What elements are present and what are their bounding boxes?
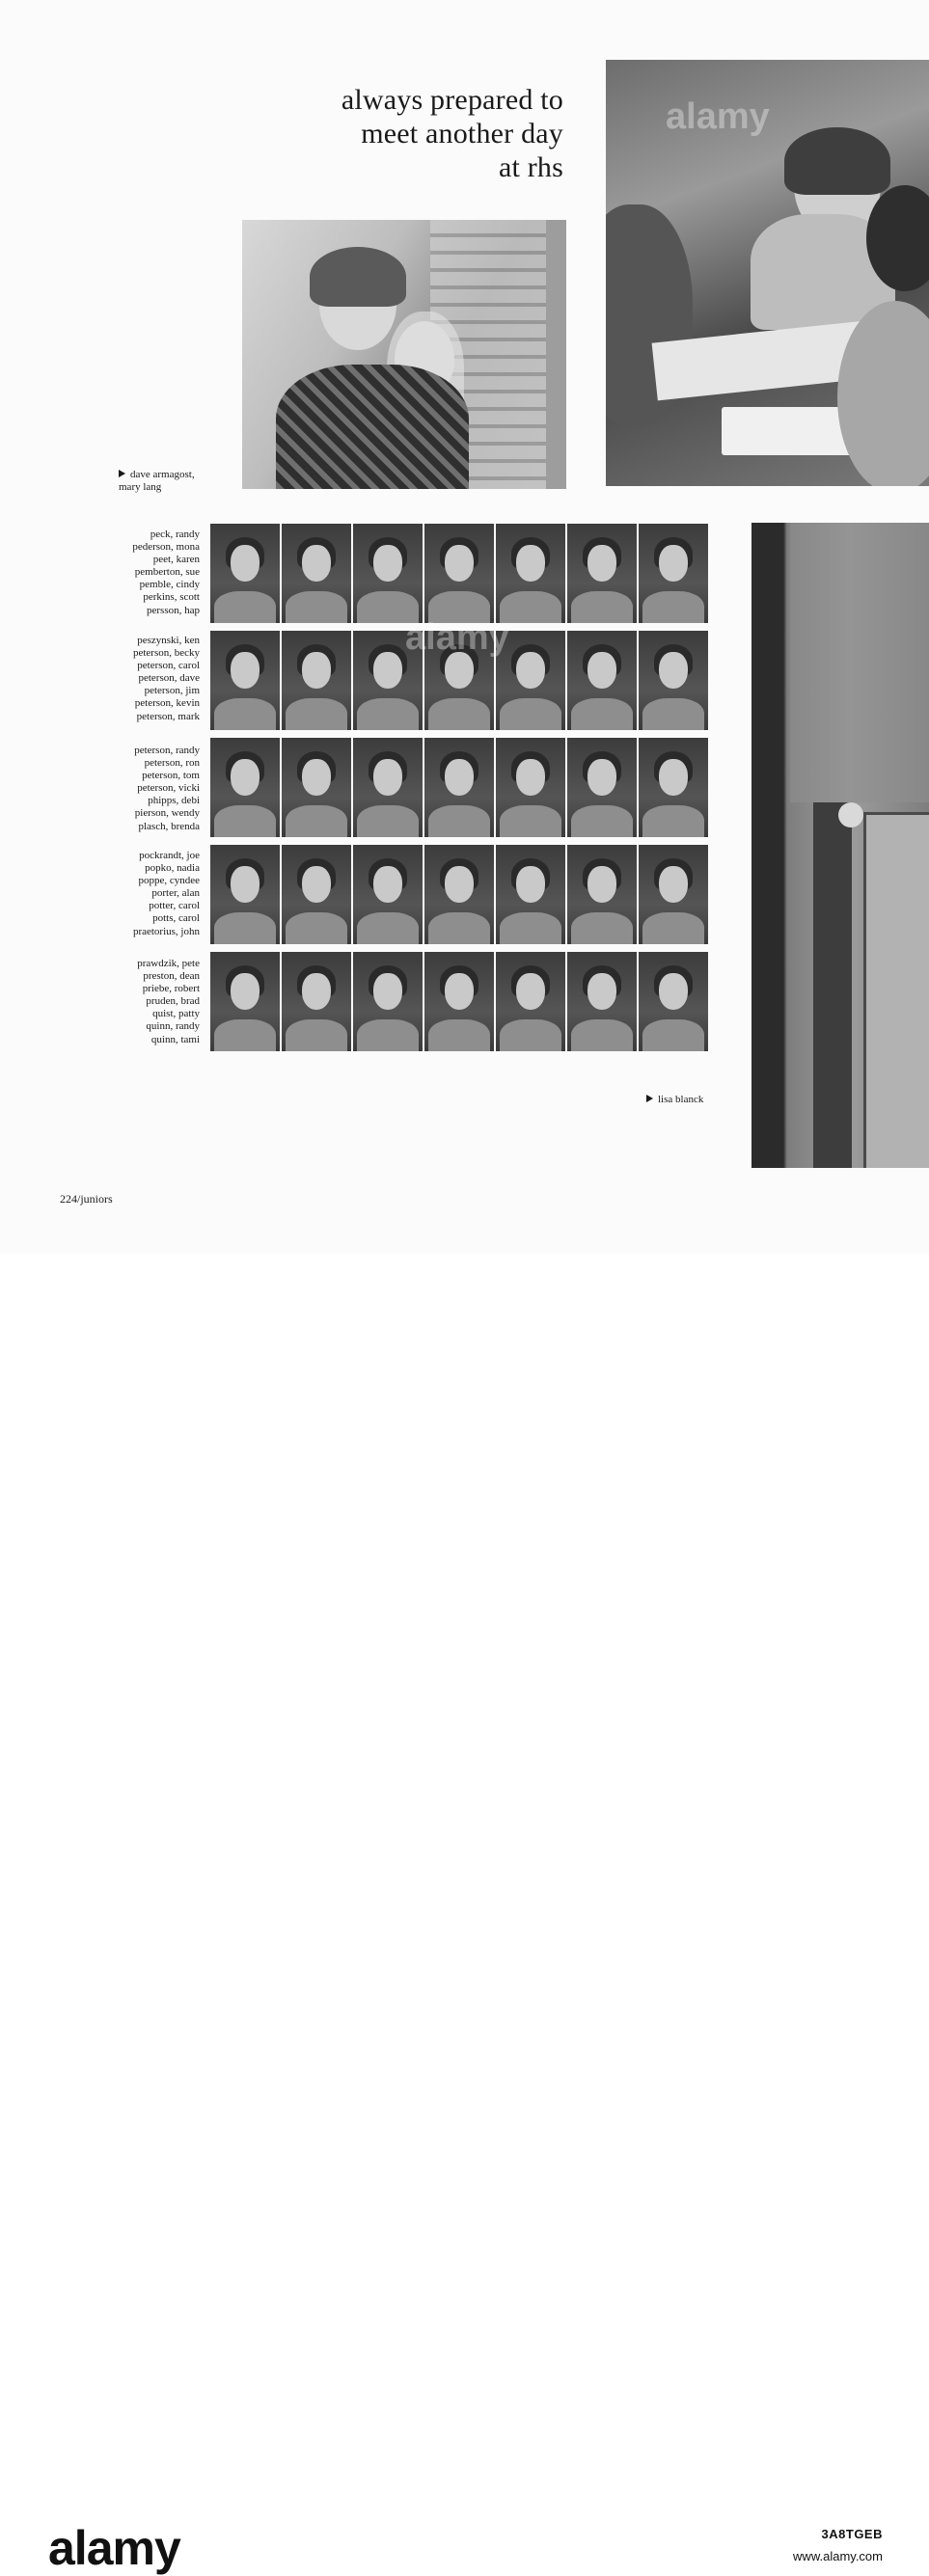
student-name: pruden, brad: [146, 995, 200, 1008]
watermark-overlay: alamy: [666, 96, 770, 137]
student-name: pemberton, sue: [134, 566, 200, 579]
student-name: preston, dean: [143, 970, 200, 983]
triangle-pointer-icon: [646, 1095, 653, 1102]
student-portrait: [282, 631, 351, 730]
student-name: quist, patty: [152, 1008, 200, 1020]
alamy-logo: alamy: [48, 2521, 180, 2575]
student-portrait: [210, 845, 280, 944]
student-portrait: [210, 952, 280, 1051]
student-portrait: [567, 524, 637, 623]
image-id: 3A8TGEB: [821, 2527, 883, 2541]
page-title: [241, 83, 563, 184]
student-name: pierson, wendy: [134, 807, 200, 820]
student-name: peterson, randy: [134, 745, 200, 756]
student-name: peterson, mark: [136, 710, 200, 722]
name-list-row-2: [58, 635, 200, 723]
watermark-info: [793, 2527, 883, 2563]
page-number: 224/juniors: [60, 1192, 113, 1206]
student-name: phipps, debi: [148, 795, 200, 807]
student-portrait: [210, 631, 280, 730]
student-portrait: [567, 738, 637, 837]
title-line-3: at rhs: [498, 151, 563, 183]
title-line-2: meet another day: [361, 118, 563, 149]
student-name: quinn, tami: [150, 1033, 200, 1045]
student-name: peterson, jim: [144, 685, 200, 697]
student-name: pederson, mona: [132, 541, 200, 554]
student-portrait: [567, 952, 637, 1051]
student-portrait: [424, 845, 494, 944]
student-name: peterson, vicki: [137, 782, 200, 795]
student-name: praetorius, john: [132, 925, 200, 937]
student-portrait: [210, 738, 280, 837]
student-portrait: [639, 631, 708, 730]
student-name: porter, alan: [151, 887, 200, 900]
yearbook-page: [0, 0, 929, 1254]
student-name: priebe, robert: [142, 983, 200, 995]
student-portrait: [639, 845, 708, 944]
watermark-domain: www.alamy.com: [793, 2549, 883, 2563]
watermark-overlay: alamy: [405, 617, 509, 658]
student-portrait: [353, 738, 423, 837]
student-portrait: [496, 524, 565, 623]
student-name: peterson, ron: [144, 757, 200, 770]
student-portrait: [567, 631, 637, 730]
photo-students-at-lockers: [242, 220, 566, 489]
student-name: peterson, kevin: [134, 697, 200, 710]
student-portrait: [424, 738, 494, 837]
student-portrait: [424, 524, 494, 623]
student-portrait: [282, 524, 351, 623]
name-list-row-4: [58, 850, 200, 938]
name-list-row-3: [58, 745, 200, 833]
student-portrait: [496, 738, 565, 837]
student-name: quinn, randy: [146, 1020, 200, 1033]
student-portrait: [282, 952, 351, 1051]
student-portrait: [282, 845, 351, 944]
student-name: peterson, becky: [132, 647, 200, 660]
student-name: pockrandt, joe: [139, 850, 200, 861]
student-name: peszynski, ken: [137, 635, 200, 646]
student-name: poppe, cyndee: [138, 875, 200, 887]
student-portrait: [353, 952, 423, 1051]
student-name: peterson, carol: [137, 660, 200, 672]
student-portrait: [210, 524, 280, 623]
student-name: peck, randy: [150, 529, 200, 540]
student-portrait: [567, 845, 637, 944]
student-portrait: [353, 524, 423, 623]
watermark-footer: [0, 1254, 929, 2575]
student-name: peterson, dave: [138, 672, 200, 685]
student-portrait: [282, 738, 351, 837]
student-portrait: [496, 952, 565, 1051]
triangle-pointer-icon: [119, 470, 125, 477]
student-name: potts, carol: [152, 912, 200, 925]
student-name: prawdzik, pete: [137, 958, 200, 969]
student-name: pemble, cindy: [139, 579, 200, 591]
student-portrait: [496, 845, 565, 944]
student-portrait: [639, 952, 708, 1051]
student-name: persson, hap: [147, 604, 200, 616]
student-name: perkins, scott: [143, 591, 200, 604]
student-portrait: [639, 738, 708, 837]
student-name: potter, carol: [149, 900, 200, 912]
student-portrait: [639, 524, 708, 623]
caption-photo-a: dave armagost, mary lang: [119, 469, 195, 493]
student-name: peterson, tom: [142, 770, 200, 782]
student-portrait: [424, 952, 494, 1051]
caption-photo-b: lisa blanck: [646, 1094, 703, 1106]
student-portrait: [353, 845, 423, 944]
student-name: popko, nadia: [145, 862, 200, 875]
title-line-1: always prepared to: [341, 84, 563, 116]
student-name: plasch, brenda: [138, 820, 200, 832]
student-name: peet, karen: [152, 554, 200, 566]
name-list-row-1: [58, 529, 200, 617]
name-list-row-5: [58, 958, 200, 1046]
photo-doorway: [751, 523, 929, 1168]
